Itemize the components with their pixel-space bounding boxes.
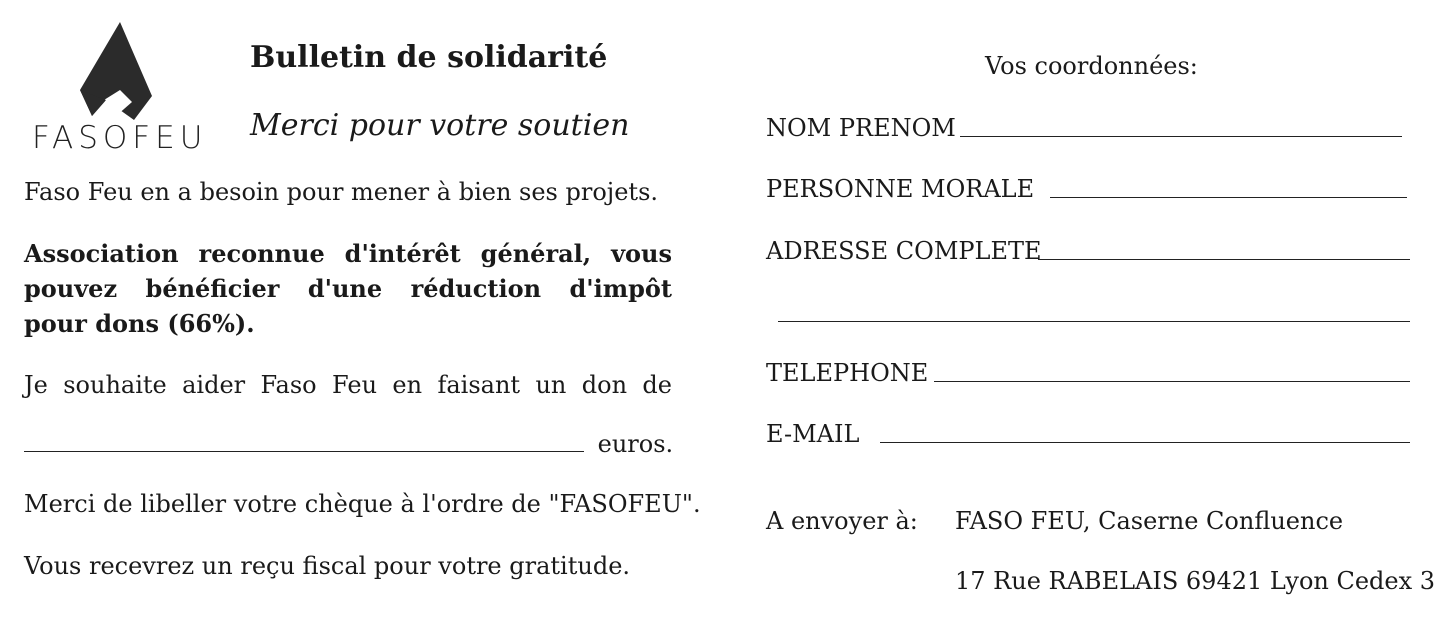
adresse-field-line-1[interactable]	[1038, 259, 1410, 260]
euros-label: euros.	[597, 430, 674, 458]
personne-morale-field[interactable]	[1050, 197, 1407, 198]
telephone-field[interactable]	[934, 381, 1410, 382]
nom-prenom-label: NOM PRENOM	[766, 114, 956, 142]
email-field[interactable]	[880, 442, 1410, 443]
receipt-text: Vous recevrez un reçu fiscal pour votre gratitude.	[24, 552, 631, 580]
donation-text: Je souhaite aider Faso Feu en faisant un don de	[24, 371, 672, 399]
contact-heading: Vos coordonnées:	[985, 52, 1198, 80]
personne-morale-label: PERSONNE MORALE	[766, 175, 1035, 203]
telephone-label: TELEPHONE	[766, 359, 929, 387]
form-title: Bulletin de solidarité	[250, 40, 608, 75]
adresse-label: ADRESSE COMPLETE	[766, 237, 1042, 265]
association-line-2: pouvez bénéficier d'une réduction d'impôt	[24, 274, 672, 303]
intro-text: Faso Feu en a besoin pour mener à bien ses projets.	[24, 178, 659, 206]
adresse-field-line-2[interactable]	[778, 321, 1410, 322]
logo-wordmark: FASOFEU	[32, 120, 208, 156]
nom-prenom-field[interactable]	[960, 136, 1402, 137]
donation-amount-field[interactable]	[24, 451, 584, 452]
association-line-1: Association reconnue d'intérêt général, vous	[24, 239, 672, 268]
association-line-3: pour dons (66%).	[24, 309, 255, 338]
email-label: E-MAIL	[766, 420, 860, 448]
cheque-text: Merci de libeller votre chèque à l'ordre de "FASOFEU".	[24, 490, 701, 518]
send-address-line-1: FASO FEU, Caserne Confluence	[955, 507, 1344, 535]
form-subtitle: Merci pour votre soutien	[250, 108, 630, 143]
send-address-line-2: 17 Rue RABELAIS 69421 Lyon Cedex 3	[955, 567, 1436, 595]
send-label: A envoyer à:	[766, 507, 918, 535]
donation-amount-row	[24, 430, 673, 458]
